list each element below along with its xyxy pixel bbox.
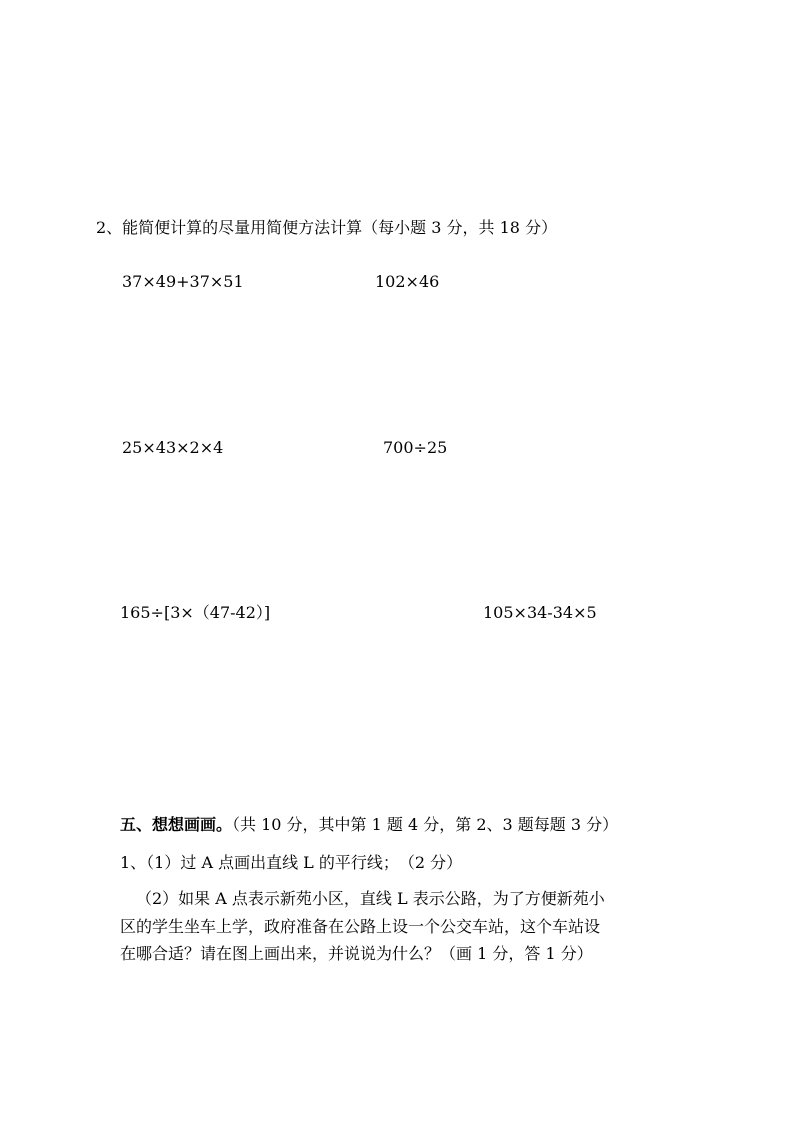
problem-1: 37×49+37×51 [122,272,244,291]
section-5-title-rest: （共 10 分，其中第 1 题 4 分，第 2、3 题每题 3 分） [232,815,619,834]
problem-2: 102×46 [375,272,440,291]
question-1-part-2-line-1: （2）如果 A 点表示新苑小区，直线 L 表示公路，为了方便新苑小 [136,889,605,908]
problem-6: 105×34-34×5 [483,603,597,622]
section-5-title [120,815,618,835]
problem-5: 165÷[3×（47-42）] [120,603,271,622]
question-1-part-2-line-3: 在哪合适？请在图上画出来，并说说为什么？（画 1 分，答 1 分） [120,944,593,963]
section-5-title-bold: 五、想想画画。 [120,815,233,834]
problem-4: 700÷25 [383,438,448,457]
problem-3: 25×43×2×4 [122,438,224,457]
section-2-heading: 2、能简便计算的尽量用简便方法计算（每小题 3 分，共 18 分） [96,218,558,237]
question-1-line: 1、（1）过 A 点画出直线 L 的平行线； （2 分） [120,853,463,872]
question-1-part-2-line-2: 区的学生坐车上学，政府准备在公路上设一个公交车站，这个车站设 [120,917,601,936]
